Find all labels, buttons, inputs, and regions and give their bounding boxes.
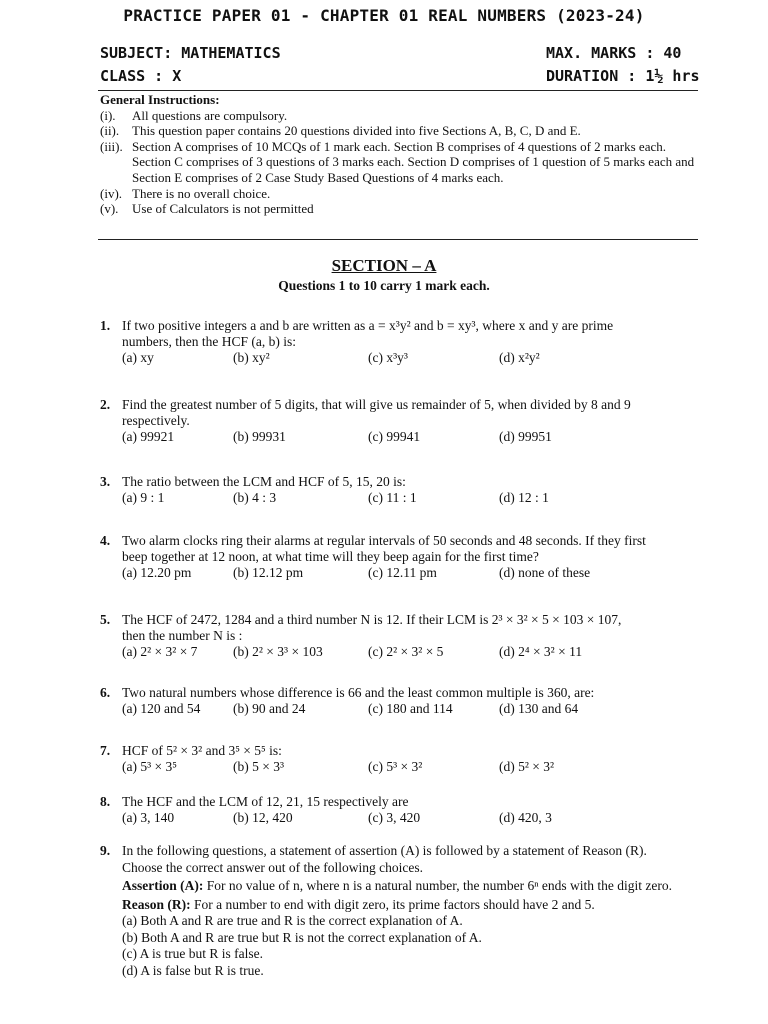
question-7: 7. HCF of 5² × 3² and 3⁵ × 5⁵ is: (a) 5³ × 3⁵ (b) 5 × 3³ (c) 5³ × 3² (d) 5² × 3² [100,743,700,776]
option-d: (d) 12 : 1 [499,490,549,505]
option-a: (a) 5³ × 3⁵ [122,759,177,774]
option-d: (d) 99951 [499,429,552,444]
question-5: 5. The HCF of 2472, 1284 and a third number N is 12. If their LCM is 2³ × 3² × 5 × 103 × 107, then the number N is : (a) 2² × 3² × 7 (b) 2² × 3³ × 103 (c) 2² × 3² × 5 (d) 2⁴ × 3² × 11 [100,612,700,661]
header-divider [98,90,698,91]
question-text: In the following questions, a statement of assertion (A) is followed by a statement of Reason (R). [122,843,647,858]
option-b: (b) Both A and R are true but R is not the correct explanation of A. [122,929,482,945]
question-text: HCF of 5² × 3² and 3⁵ × 5⁵ is: [122,743,282,758]
question-2: 2. Find the greatest number of 5 digits, that will give us remainder of 5, when divided by 8 and 9 respectively. (a) 99921 (b) 99931 (c) 99941 (d) 99951 [100,397,700,446]
option-c: (c) x³y³ [368,350,408,365]
option-d: (d) x²y² [499,350,540,365]
option-a: (a) 12.20 pm [122,565,192,580]
question-text: beep together at 12 noon, at what time will they beep again for the first time? [122,549,539,564]
question-text: The ratio between the LCM and HCF of 5, 15, 20 is: [122,474,406,489]
question-text: respectively. [122,413,190,428]
question-text: The HCF of 2472, 1284 and a third number N is 12. If their LCM is 2³ × 3² × 5 × 103 × 107, [122,612,622,627]
section-a-subtitle: Questions 1 to 10 carry 1 mark each. [278,278,490,293]
option-a: (a) xy [122,350,154,365]
option-c: (c) A is true but R is false. [122,946,263,961]
option-b: (b) 2² × 3³ × 103 [233,644,323,659]
instruction-item: (ii). This question paper contains 20 questions divided into five Sections A, B, C, D and E. [100,123,581,139]
question-text: Two alarm clocks ring their alarms at regular intervals of 50 seconds and 48 seconds. If they first [122,533,646,548]
question-8: 8. The HCF and the LCM of 12, 21, 15 respectively are (a) 3, 140 (b) 12, 420 (c) 3, 420 (d) 420, 3 [100,794,700,827]
question-text: If two positive integers a and b are written as a = x³y² and b = xy³, where x and y are prime [122,318,614,333]
option-b: (b) 12, 420 [233,810,293,825]
option-c: (c) 5³ × 3² [368,759,423,774]
option-c: (c) 99941 [368,429,421,444]
option-d: (d) 420, 3 [499,810,552,825]
instruction-item: (v). Use of Calculators is not permitted [100,201,314,217]
subject-label: SUBJECT: MATHEMATICS [100,44,281,62]
section-a-title: SECTION – A [331,256,437,275]
question-text: The HCF and the LCM of 12, 21, 15 respectively are [122,794,409,809]
option-b: (b) xy² [233,350,270,365]
option-d: (d) 5² × 3² [499,759,555,774]
assertion-statement: Assertion (A): For no value of n, where n is a natural number, the number 6ⁿ ends with the digit zero. [122,878,672,893]
option-d: (d) A is false but R is true. [122,962,264,978]
class-label: CLASS : X [100,67,182,85]
option-d: (d) none of these [499,565,591,580]
option-a: (a) 99921 [122,429,175,444]
option-b: (b) 12.12 pm [233,565,304,580]
option-a: (a) 120 and 54 [122,701,201,716]
question-text: numbers, then the HCF (a, b) is: [122,334,296,349]
question-4: 4. Two alarm clocks ring their alarms at regular intervals of 50 seconds and 48 seconds. If they first beep together at 12 noon, at what time will they beep again for the first time? (a) 12.20 pm (b) 12.12 pm (c) 12.11 pm (d) none of these [100,533,700,582]
question-text: Two natural numbers whose difference is 66 and the least common multiple is 360, are: [122,685,595,700]
option-b: (b) 99931 [233,429,286,444]
instruction-item: (iii). Section A comprises of 10 MCQs of 1 mark each. Section B comprises of 4 questions of 2 marks each. Section C comprises of 3 questions of 3 marks each. Section D comprises of 1 question of 5 marks each and Section E comprises of 2 Case Study Based Questions of 4 marks each. [100,138,695,185]
instructions-title: General Instructions: [100,92,220,107]
instruction-item: (iv). There is no overall choice. [100,185,271,201]
option-c: (c) 11 : 1 [368,490,417,505]
option-b: (b) 90 and 24 [233,701,306,716]
reason-statement: Reason (R): For a number to end with digit zero, its prime factors should have 2 and 5. [122,896,595,912]
option-c: (c) 180 and 114 [368,701,453,716]
max-marks-label: MAX. MARKS : 40 [546,44,682,62]
question-9: 9. In the following questions, a statement of assertion (A) is followed by a statement of Reason (R). Choose the correct answer out of the following choices. Assertion (A): For no value of n, where n is a natural number, the number 6ⁿ ends with the digit zero. Reason (R): For a number to end with digit zero, its prime factors should have 2 and 5. (a) Both A and R are true and R is the correct explanation of A. (b) Both A and R are true but R is not the correct explanation of A. (c) A is true but R is false. (d) A is false but R is true. [100,843,700,979]
option-a: (a) Both A and R are true and R is the correct explanation of A. [122,913,463,928]
option-d: (d) 2⁴ × 3² × 11 [499,644,583,659]
instruction-item: (i). All questions are compulsory. [100,107,288,123]
duration-label: DURATION : 1½ hrs [546,67,700,85]
option-d: (d) 130 and 64 [499,701,579,716]
option-c: (c) 2² × 3² × 5 [368,644,444,659]
general-instructions [100,92,700,217]
option-c: (c) 12.11 pm [368,565,437,580]
option-a: (a) 2² × 3² × 7 [122,644,198,659]
option-b: (b) 5 × 3³ [233,759,285,774]
question-text: then the number N is : [122,628,243,643]
question-text: Choose the correct answer out of the following choices. [122,859,424,875]
question-3: 3. The ratio between the LCM and HCF of 5, 15, 20 is: (a) 9 : 1 (b) 4 : 3 (c) 11 : 1 (d) 12 : 1 [100,474,700,507]
question-6: 6. Two natural numbers whose difference is 66 and the least common multiple is 360, are: (a) 120 and 54 (b) 90 and 24 (c) 180 and 114 (d) 130 and 64 [100,685,700,718]
question-1: 1. If two positive integers a and b are written as a = x³y² and b = xy³, where x and y are prime numbers, then the HCF (a, b) is: (a) xy (b) xy² (c) x³y³ (d) x²y² [100,318,700,367]
paper-title: PRACTICE PAPER 01 - CHAPTER 01 REAL NUMBERS (2023-24) [123,6,645,25]
option-c: (c) 3, 420 [368,810,421,825]
option-a: (a) 3, 140 [122,810,175,825]
option-a: (a) 9 : 1 [122,490,165,505]
instructions-divider [98,239,698,240]
question-text: Find the greatest number of 5 digits, that will give us remainder of 5, when divided by 8 and 9 [122,397,631,412]
option-b: (b) 4 : 3 [233,490,277,505]
